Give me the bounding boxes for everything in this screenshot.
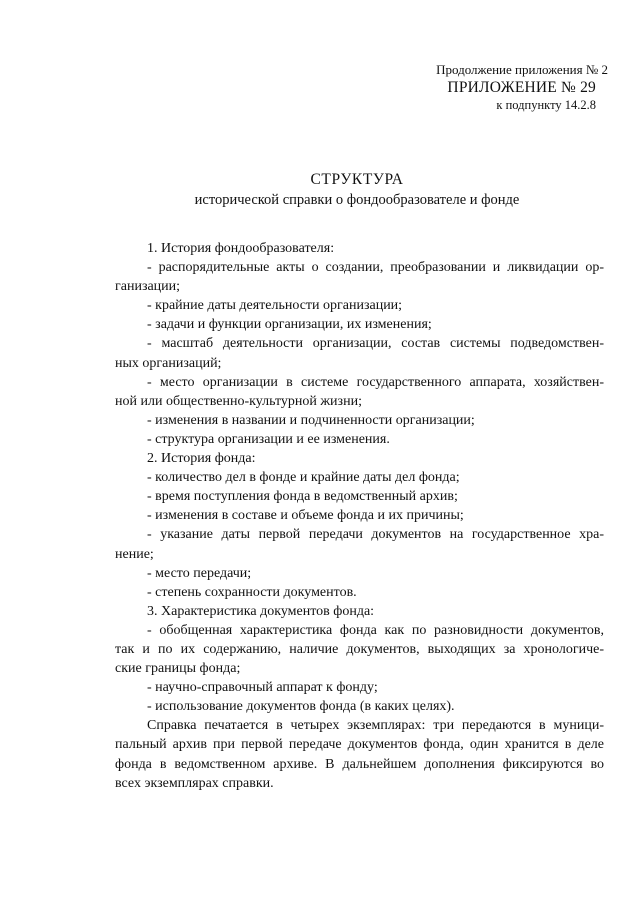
text-line: ские границы фонда; — [115, 661, 241, 677]
text-line: ганизации; — [115, 279, 181, 295]
text-line: - задачи и функции организации, их изменения; — [147, 317, 432, 333]
closing-paragraph-line: Справка печатается в четырех экземплярах: три передаются в муници- — [147, 718, 604, 734]
text-line: - распорядительные акты о создании, преобразовании и ликвидации ор- — [147, 260, 604, 276]
appendix-header — [320, 62, 608, 113]
section-heading-3: 3. Характеристика документов фонда: — [147, 603, 375, 619]
text-line: - указание даты первой передачи документов на государственное хра- — [147, 527, 604, 543]
document-title: СТРУКТУРА — [310, 171, 404, 188]
text-line: - структура организации и ее изменения. — [147, 431, 390, 447]
text-line: - время поступления фонда в ведомственный архив; — [147, 489, 458, 505]
text-line: нение; — [115, 546, 154, 562]
text-line: - место передачи; — [147, 565, 252, 581]
text-line: ной или общественно-культурной жизни; — [115, 393, 362, 409]
text-line: - крайние даты деятельности организации; — [147, 298, 403, 314]
text-line: - использование документов фонда (в каких целях). — [147, 699, 455, 715]
text-line: так и по их содержанию, наличие документов, выходящих за хронологиче- — [115, 641, 604, 657]
closing-paragraph-line: всех экземплярах справки. — [115, 775, 274, 791]
text-line: - степень сохранности документов. — [147, 584, 357, 600]
closing-paragraph-line: фонда в ведомственном архиве. В дальнейшем дополнения фиксируются во — [115, 756, 604, 772]
text-line: - место организации в системе государственного аппарата, хозяйствен- — [147, 374, 604, 390]
text-line: - изменения в названии и подчиненности организации; — [147, 412, 475, 428]
text-line: - научно-справочный аппарат к фонду; — [147, 680, 378, 696]
appendix-number: ПРИЛОЖЕНИЕ № 29 — [447, 79, 596, 96]
text-line: - количество дел в фонде и крайние даты дел фонда; — [147, 470, 460, 486]
section-heading-1: 1. История фондообразователя: — [147, 241, 335, 256]
closing-paragraph-line: пальный архив при первой передаче документов фонда, один хранится в деле — [115, 737, 604, 753]
subclause-reference: к подпункту 14.2.8 — [496, 98, 596, 112]
text-line: - изменения в составе и объеме фонда и их причины; — [147, 508, 464, 524]
section-heading-2: 2. История фонда: — [147, 451, 256, 467]
continuation-note: Продолжение приложения № 2 — [436, 62, 608, 77]
document-body — [115, 239, 604, 793]
text-line: - масштаб деятельности организации, состав системы подведомствен- — [147, 336, 604, 352]
text-line: ных организаций; — [115, 355, 222, 371]
text-line: - обобщенная характеристика фонда как по разновидности документов, — [147, 622, 604, 638]
document-subtitle: исторической справки о фондообразователе и фонде — [194, 192, 520, 208]
